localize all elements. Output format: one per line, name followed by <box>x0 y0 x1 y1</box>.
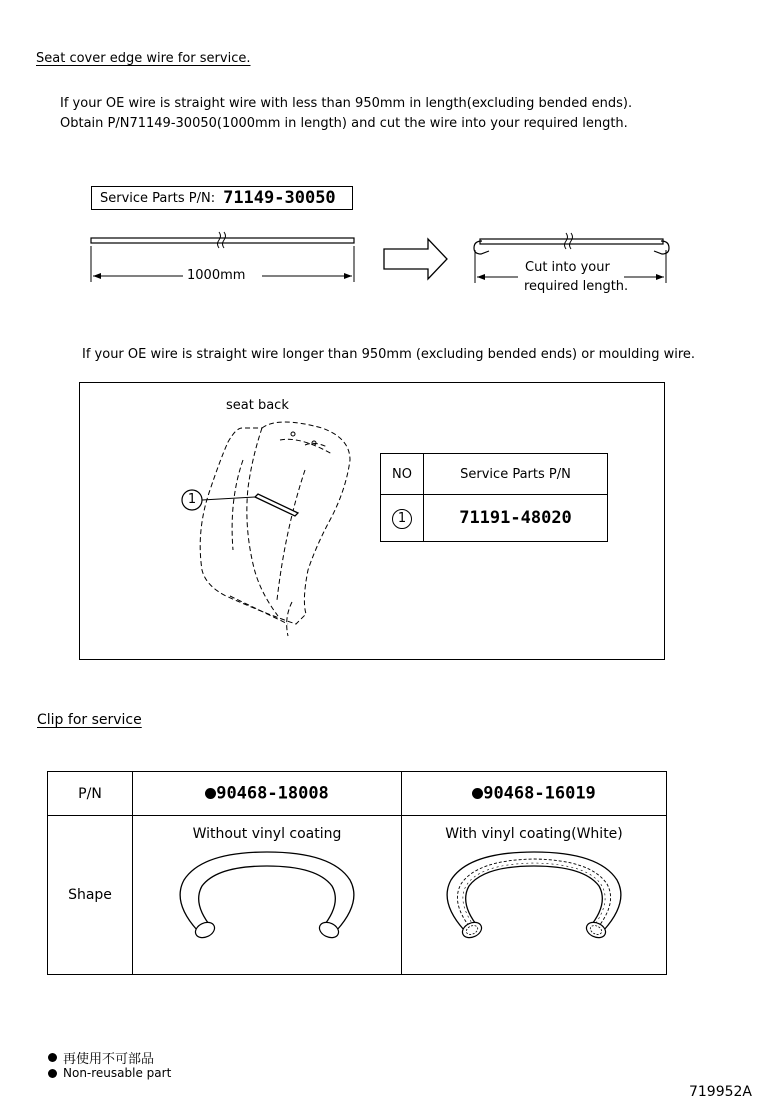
edge-wire-note-line-1: If your OE wire is straight wire with less than 950mm in length(excluding bended ends). <box>60 96 633 111</box>
clip-pn-label: P/N <box>48 772 133 816</box>
clip-desc-2: With vinyl coating(White) <box>445 826 623 842</box>
legend-jp-text: 再使用不可部品 <box>63 1052 155 1067</box>
table-header-pn: Service Parts P/N <box>424 454 608 495</box>
table-cell-no <box>381 495 424 542</box>
wire-length-label: 1000mm <box>187 268 246 283</box>
row-number-circle: 1 <box>392 509 412 529</box>
clip-shape-label: Shape <box>48 816 133 975</box>
clip-pn-cell-1 <box>133 772 402 816</box>
clip-shape-cell-1 <box>133 816 402 975</box>
seat-back-label: seat back <box>226 398 289 413</box>
service-parts-label: Service Parts P/N: <box>100 190 216 206</box>
non-reusable-dot-icon <box>48 1069 57 1078</box>
clip-shape-cell-2 <box>402 816 667 975</box>
non-reusable-dot-icon <box>48 1053 57 1062</box>
legend-en-text: Non-reusable part <box>63 1066 172 1080</box>
clip-pn-2: 90468-16019 <box>483 783 596 804</box>
callout-number: 1 <box>187 492 197 507</box>
clip-table <box>47 771 667 975</box>
section-heading-clip: Clip for service <box>37 712 142 728</box>
figure-id: 719952A <box>688 1084 752 1100</box>
table-row <box>381 495 608 542</box>
clip-pn-1: 90468-18008 <box>216 783 329 804</box>
cut-label-line-1: Cut into your <box>525 260 610 275</box>
section-heading-edge-wire: Seat cover edge wire for service. <box>36 51 251 66</box>
table-cell-pn: 71191-48020 <box>424 495 608 542</box>
table-header-no: NO <box>381 454 424 495</box>
clip-desc-1: Without vinyl coating <box>192 826 342 842</box>
non-reusable-dot-icon <box>472 788 483 799</box>
clip-coated-drawing <box>439 842 629 942</box>
cut-label-line-2: required length. <box>524 279 629 294</box>
legend-jp <box>48 1048 154 1067</box>
moulding-wire-intro: If your OE wire is straight wire longer than 950mm (excluding bended ends) or moulding wire. <box>82 347 696 362</box>
clip-pn-cell-2 <box>402 772 667 816</box>
edge-wire-note-line-2: Obtain P/N71149-30050(1000mm in length) and cut the wire into your required length. <box>60 116 628 131</box>
non-reusable-dot-icon <box>205 788 216 799</box>
service-parts-table <box>380 453 608 542</box>
clip-uncoated-drawing <box>172 842 362 942</box>
service-parts-number: 71149-30050 <box>223 188 336 208</box>
legend-en <box>48 1066 171 1080</box>
